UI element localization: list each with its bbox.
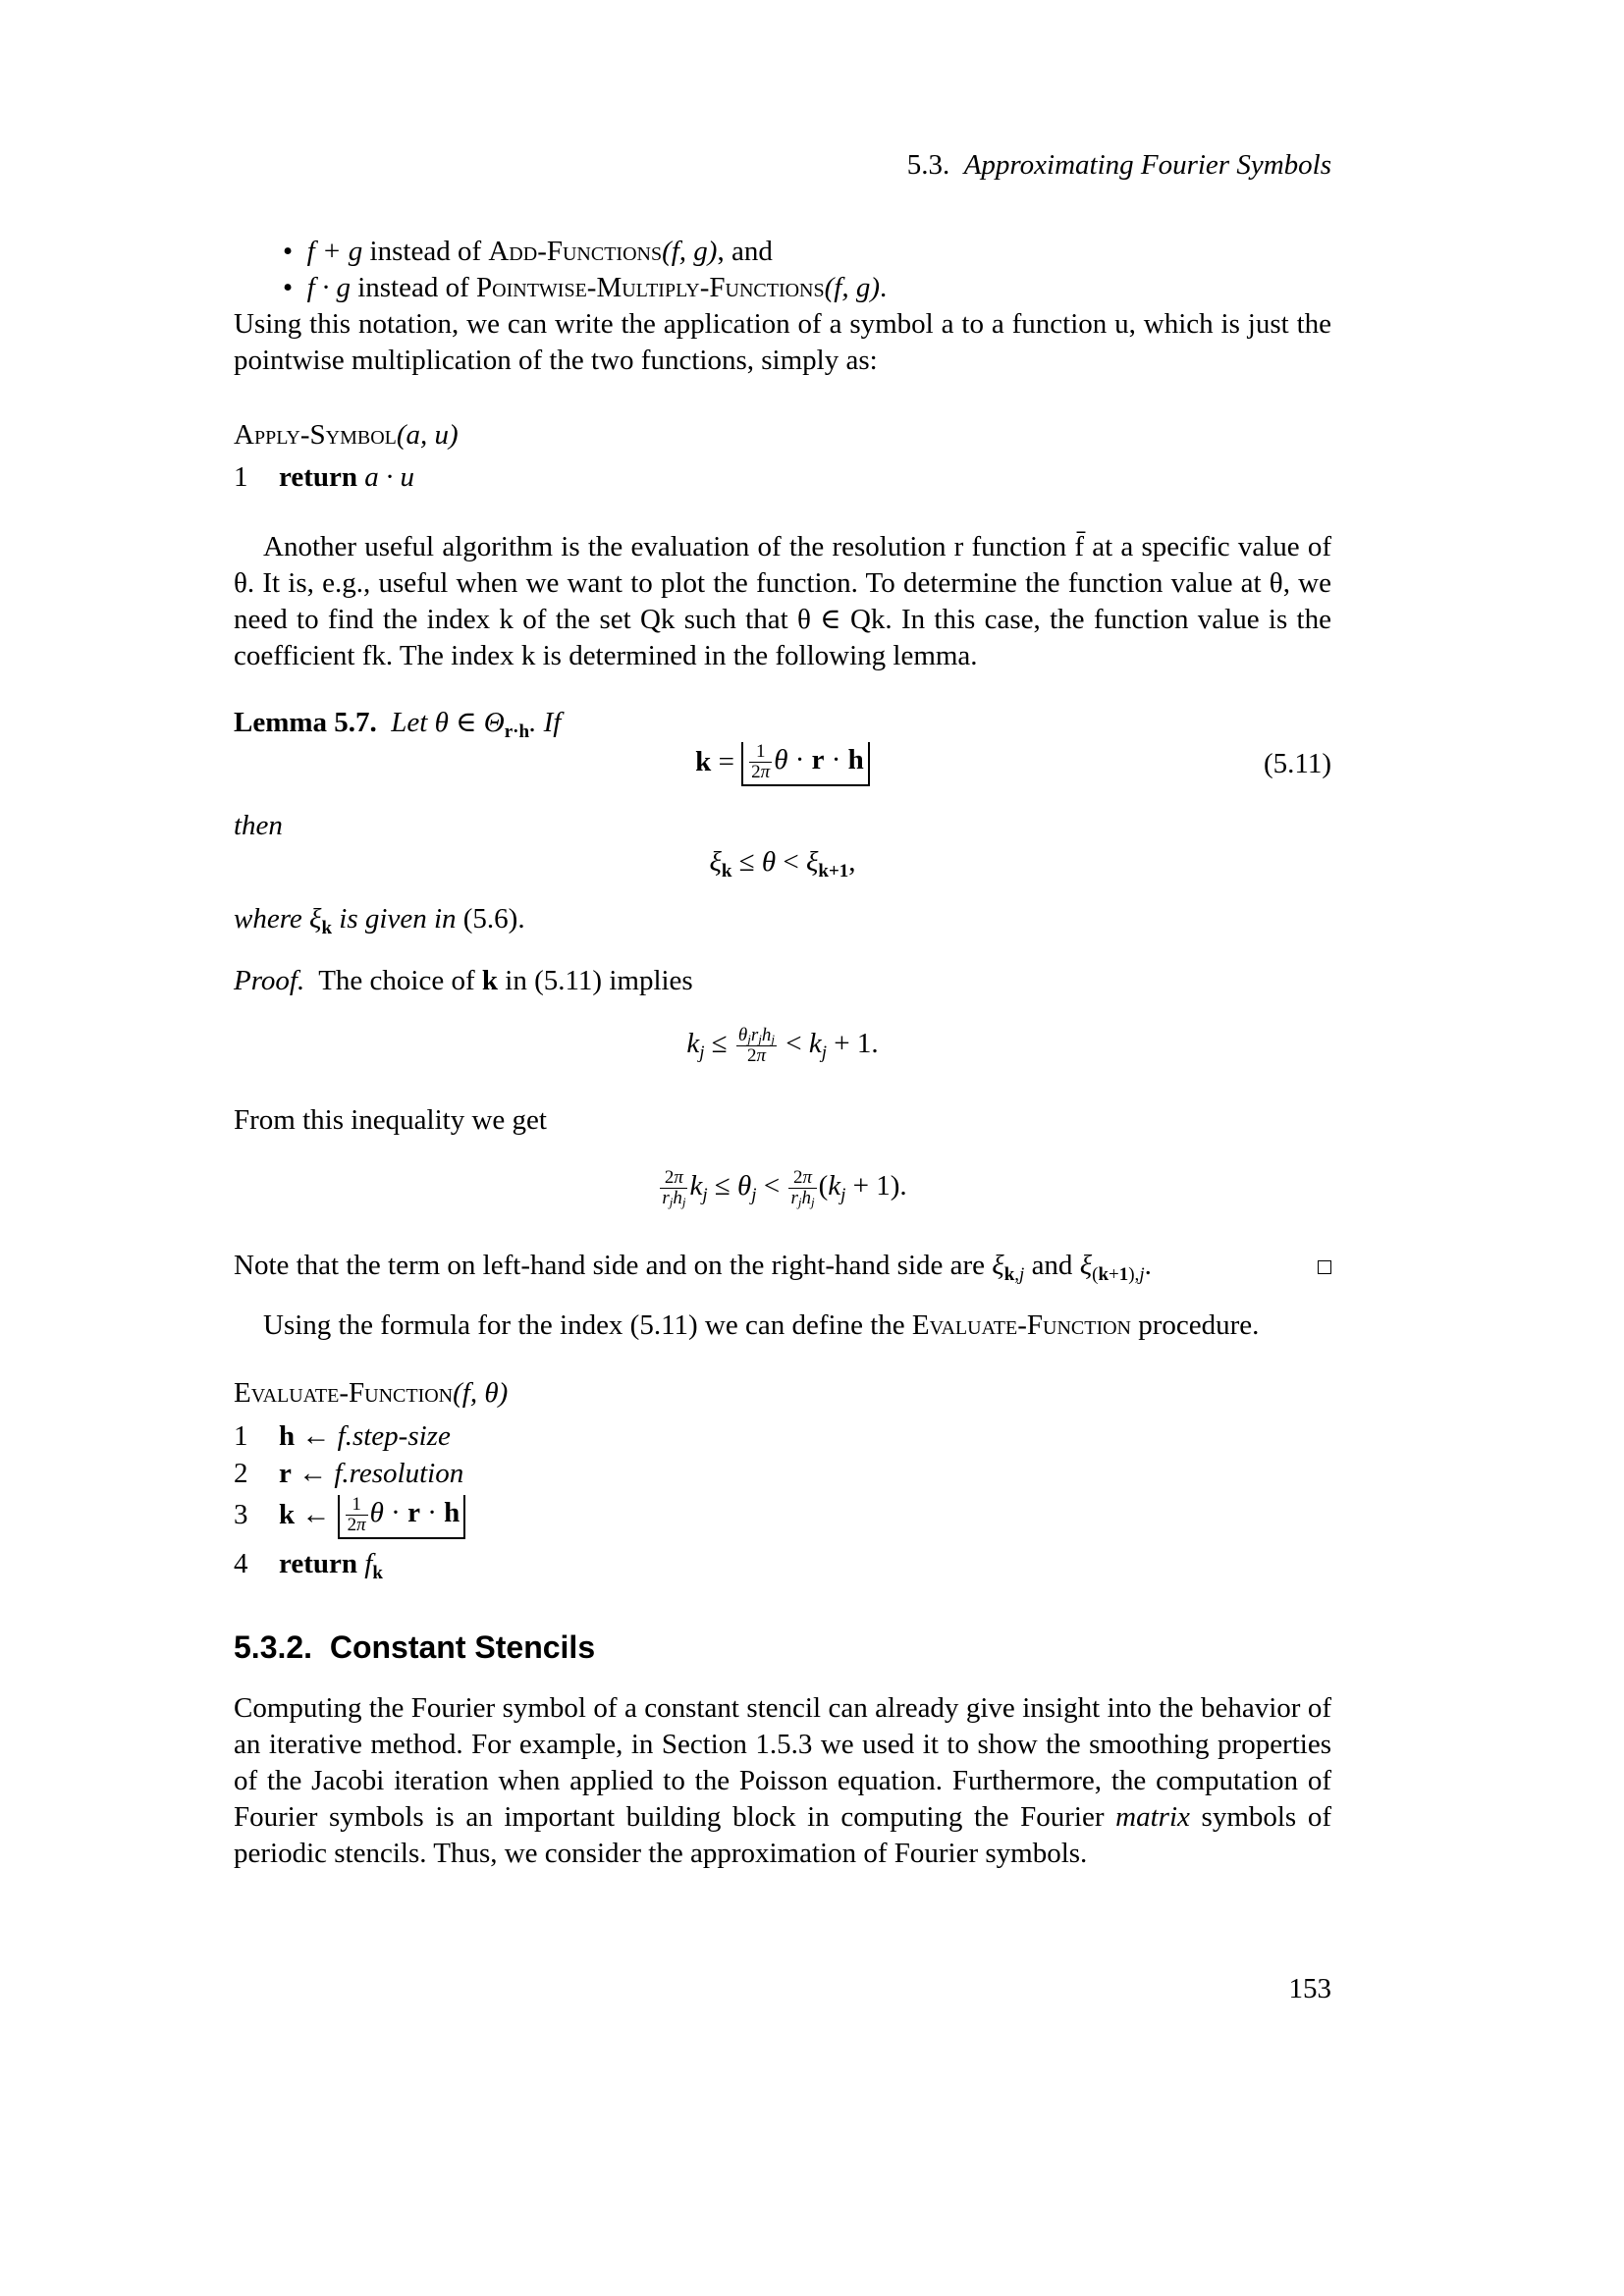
algo-proc-name: Evaluate-Function (234, 1377, 454, 1409)
paragraph-notation: Using this notation, we can write the application of a symbol a to a function u, which is just the pointwise multiplication of the two functions, simply as: (234, 308, 1331, 376)
lemma-where (234, 900, 525, 937)
line-number: 2 (234, 1458, 248, 1489)
where-text: where ξ (234, 903, 322, 934)
bullet-math: f + g (306, 236, 363, 267)
arrow: ← (301, 1420, 331, 1452)
bullet-args: (f, g) (662, 236, 718, 267)
bullet-tail: , and (717, 236, 773, 267)
equation-inequality-1: $k_j$ ≤ $\frac{\theta_jr_jh_j}{2\pi}$ < $k_j + 1$. (686, 1025, 879, 1066)
line-number: 4 (234, 1548, 248, 1579)
where-sub: k (321, 918, 333, 938)
para3-post: procedure. (1138, 1309, 1260, 1341)
para3-pre: Using the formula for the index (5.11) we can define the (263, 1309, 905, 1341)
equation-number: (5.11) (1264, 748, 1331, 779)
rhs: f.resolution (334, 1458, 464, 1489)
evaluate-function-header (234, 1374, 508, 1412)
bullet-proc: Pointwise-Multiply-Functions (476, 272, 825, 303)
arrow: ← (298, 1458, 328, 1489)
header-section-title: Approximating Fourier Symbols (963, 149, 1331, 181)
bullet-proc: Add-Functions (488, 236, 663, 267)
bullet-dot: • (283, 236, 294, 267)
section-title: Constant Stencils (329, 1629, 596, 1665)
bullet-args: (f, g) (824, 272, 880, 303)
bullet-tail: . (880, 272, 888, 303)
lhs: h (279, 1420, 296, 1452)
line-number: 1 (234, 1420, 248, 1452)
bullet-text: instead of (369, 236, 482, 267)
equation-bounds: $\xi_k \le \theta < \xi_{k+1}$, (709, 846, 856, 881)
evaluate-function-line-2 (234, 1455, 463, 1492)
lemma-then: then (234, 810, 283, 841)
lhs: r (279, 1458, 292, 1489)
proof-text-2: in (5.11) implies (505, 965, 693, 996)
para4-text-b: symbols of periodic stencils. Thus, we consider the approximation of Fourier symbols. (234, 1801, 1332, 1869)
paragraph-formula (263, 1307, 1259, 1344)
equation-inequality-2: $\frac{2\pi}{r_jh_j}$ $k_j \le \theta_j$ < $\frac{2\pi}{r_jh_j}$ $(k_j + 1)$. (662, 1167, 907, 1209)
proof-text-1: The choice of (318, 965, 475, 996)
arrow: ← (301, 1499, 331, 1531)
proof-k: k (481, 965, 499, 996)
keyword: return (279, 1548, 358, 1579)
bullet-text: instead of (357, 272, 469, 303)
expression: a · u (364, 461, 415, 493)
qed-square (1318, 1260, 1331, 1274)
lemma-intro-sub: r·h (504, 721, 530, 742)
proof-note: Note that the term on left-hand side and on the right-hand side are $\xi_{k,j}$ and $\xi_{(k+1),j}$. (234, 1250, 1152, 1285)
proof-label: Proof. (234, 965, 305, 996)
where-tail: is given in (332, 903, 463, 934)
lemma-intro-tail: . If (529, 707, 562, 738)
apply-symbol-line-1 (234, 458, 414, 496)
header-section-number: 5.3. (906, 149, 950, 181)
page-number: 153 (1288, 1973, 1331, 2004)
proof-note-text: Note that the term on left-hand side and on the right-hand side are (234, 1250, 986, 1281)
bullet-item-2 (283, 269, 887, 306)
proof-from: From this inequality we get (234, 1104, 547, 1136)
lemma-label: Lemma 5.7. (234, 707, 377, 738)
floor-bracket: $\frac{1}{2\pi}$ θ · r · h (338, 1495, 466, 1539)
section-heading (234, 1629, 595, 1666)
para4-text-a: Computing the Fourier symbol of a constant stencil can already give insight into the behavior of an iterative method. For example, in Section 1.5.3 we used it to show the smoothing properties of the Jacobi iteration when applied to the Poisson equation. Furthermore, the computation of Fourier symbols is an important building block in computing the Fourier (234, 1692, 1331, 1833)
evaluate-function-line-4: 4 return $f_k$ (234, 1545, 383, 1582)
where-ref: (5.6). (462, 903, 525, 934)
bullet-dot: • (283, 272, 294, 303)
algo-proc-name: Apply-Symbol (234, 419, 397, 451)
bullet-math: f · g (306, 272, 351, 303)
lemma-heading (234, 704, 561, 741)
paragraph-constant-stencils (234, 1690, 1331, 1872)
evaluate-function-line-3 (234, 1495, 465, 1539)
lemma-intro: Let θ ∈ Θ (391, 707, 505, 738)
line-number: 1 (234, 461, 248, 493)
keyword: return (279, 461, 358, 493)
line-number: 3 (234, 1499, 248, 1531)
lhs: k (279, 1499, 296, 1531)
expression: f (364, 1548, 373, 1579)
running-header (907, 146, 1331, 184)
para3-proc: Evaluate-Function (911, 1309, 1131, 1341)
apply-symbol-header (234, 416, 459, 454)
equation-5-11: k = $\frac{1}{2\pi}$ θ · r · h (234, 742, 1331, 786)
para4-emphasis: matrix (1115, 1801, 1190, 1833)
floor-bracket: $\frac{1}{2\pi}$ θ · r · h (741, 742, 870, 786)
paragraph-evaluation: Another useful algorithm is the evaluation of the resolution r function f̄ at a specific value of θ. It is, e.g., useful when we want to plot the function. To determine the function value at θ, we need to find the index k of the set Qk such that θ ∈ Qk. In this case, the function value is the coefficient fk. The index k is determined in the following lemma. (234, 531, 1331, 671)
rhs: f.step-size (337, 1420, 451, 1452)
algo-args: (a, u) (396, 419, 459, 451)
section-number: 5.3.2. (234, 1629, 313, 1665)
proof-start (234, 962, 693, 999)
bullet-item-1 (283, 233, 773, 270)
evaluate-function-line-1 (234, 1417, 451, 1455)
algo-args: (f, θ) (453, 1377, 509, 1409)
